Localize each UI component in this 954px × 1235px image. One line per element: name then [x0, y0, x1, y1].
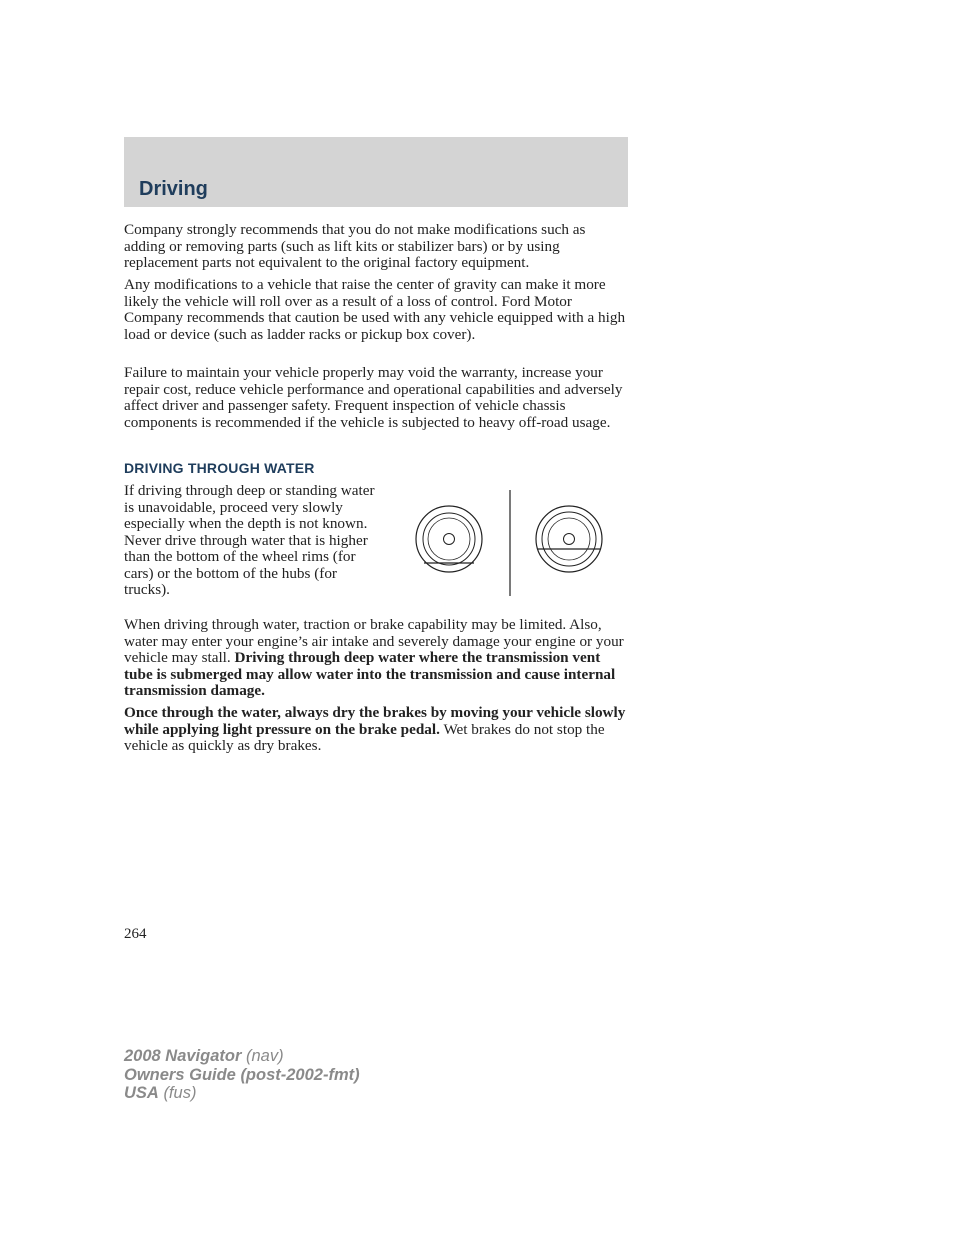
- truck-wheel-illustration: [536, 506, 602, 572]
- paragraph-maintenance: Failure to maintain your vehicle properly may void the warranty, increase your repair cost, reduce vehicle performance and operational capabilities and adversely affect driver and passenger safety. Frequent inspection of vehicle chassis components is recommended if the vehicle is subjected to heavy off-road usage.: [124, 364, 623, 431]
- footer-model: 2008 Navigator: [124, 1047, 242, 1065]
- page-number: 264: [124, 926, 147, 942]
- footer-region-code: (fus): [163, 1084, 197, 1102]
- footer-guide: Owners Guide (post-2002-fmt): [124, 1065, 360, 1084]
- dry-brakes-warning: Once through the water, always dry the brakes by moving your vehicle slowly while applying light pressure on the brake pedal.: [124, 704, 626, 738]
- traction-text: When driving through water, traction or brake capability may be limited. Also, water may enter your engine’s air intake and severely damage your engine or your vehicle may stall.: [124, 616, 624, 666]
- section-title: Driving: [139, 178, 208, 200]
- transmission-warning: Driving through deep water where the transmission vent tube is submerged may allow water into the transmission and cause internal transmission damage.: [124, 649, 616, 699]
- paragraph-water-intro: If driving through deep or standing water is unavoidable, proceed very slowly especially when the depth is not known. Never drive through water that is higher than the bottom of the wheel rims (for cars) or the bottom of the hubs (for trucks).: [124, 482, 375, 598]
- footer-model-code: (nav): [246, 1047, 284, 1065]
- paragraph-dry-brakes: [124, 705, 629, 755]
- paragraph-traction: [124, 617, 629, 700]
- footer-region: USA: [124, 1084, 159, 1102]
- wheel-water-level-figure: [410, 488, 610, 600]
- section-heading-water: DRIVING THROUGH WATER: [124, 460, 315, 476]
- paragraph-center-of-gravity: Any modifications to a vehicle that raise the center of gravity can make it more likely the vehicle will roll over as a result of a loss of control. Ford Motor Company recommends that caution be used with any vehicle equipped with a high load or device (such as ladder racks or pickup box cover).: [124, 276, 626, 343]
- car-wheel-illustration: [416, 506, 482, 572]
- paragraph-modifications: Company strongly recommends that you do not make modifications such as adding or removing parts (such as lift kits or stabilizer bars) or by using replacement parts not equivalent to the original factory equipment.: [124, 221, 586, 271]
- document-footer: [124, 1047, 360, 1103]
- section-header-band: [124, 137, 628, 207]
- wet-brakes-text: Wet brakes do not stop the vehicle as quickly as dry brakes.: [124, 720, 605, 754]
